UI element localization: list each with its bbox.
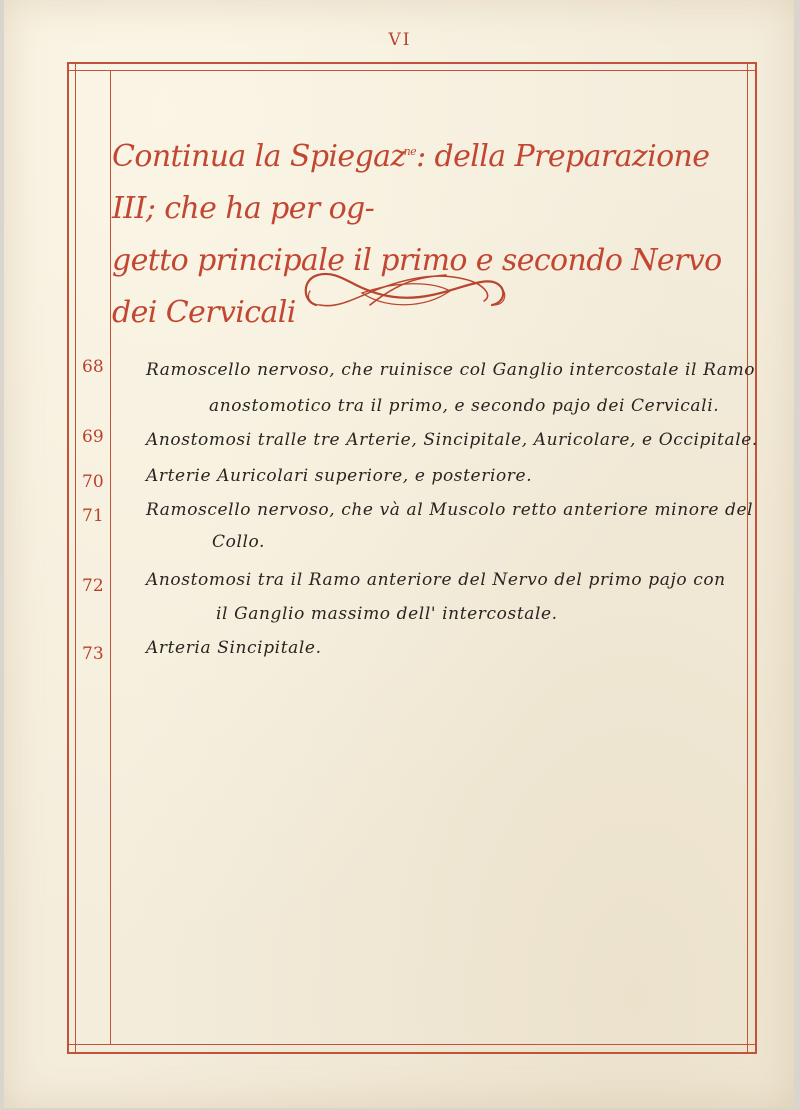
folio-number: VI — [388, 30, 412, 50]
entry-number-69: 69 — [82, 427, 104, 447]
frame-left-outer — [67, 62, 69, 1054]
entry-70-line-1: Arterie Auricolari superiore, e posteriore. — [146, 466, 533, 486]
frame-left-inner — [75, 62, 76, 1054]
heading-line-2: getto principale il primo e secondo Nervo dei Cervicali — [112, 243, 722, 330]
frame-bottom-inner — [67, 1044, 757, 1045]
frame-bottom-outer — [67, 1052, 757, 1054]
entry-68-line-2: anostomotico tra il primo, e secondo pajo dei Cervicali. — [209, 396, 720, 416]
frame-top-inner — [67, 70, 757, 71]
entry-72-line-2: il Ganglio massimo dell' intercostale. — [216, 604, 558, 624]
entry-69-line-1: Anostomosi tralle tre Arterie, Sincipitale, Auricolare, e Occipitale. — [146, 430, 758, 450]
entry-73-line-1: Arteria Sincipitale. — [146, 638, 322, 658]
entry-number-68: 68 — [82, 357, 104, 377]
entry-68-line-1: Ramoscello nervoso, che ruinisce col Ganglio intercostale il Ramo — [146, 360, 756, 380]
heading-line-1 — [112, 126, 752, 235]
frame-top-outer — [67, 62, 757, 64]
entry-number-70: 70 — [82, 472, 104, 492]
entry-number-72: 72 — [82, 576, 104, 596]
entry-72-line-1: Anostomosi tra il Ramo anteriore del Nervo del primo pajo con — [146, 570, 726, 590]
frame-right-outer — [755, 62, 757, 1054]
entry-number-71: 71 — [82, 506, 104, 526]
heading-line-1-end: : della Preparazione III; che ha per og- — [112, 139, 710, 226]
frame-margin-rule — [110, 70, 111, 1045]
heading-abbreviation: ne — [403, 145, 417, 158]
entry-71-line-1: Ramoscello nervoso, che và al Muscolo retto anteriore minore del — [146, 500, 754, 520]
heading-line-1-start: Continua la Spiegaz — [112, 139, 406, 174]
manuscript-page — [4, 0, 794, 1108]
calligraphic-flourish-ornament — [300, 265, 512, 315]
entry-71-line-2: Collo. — [212, 532, 266, 552]
entry-number-73: 73 — [82, 644, 104, 664]
